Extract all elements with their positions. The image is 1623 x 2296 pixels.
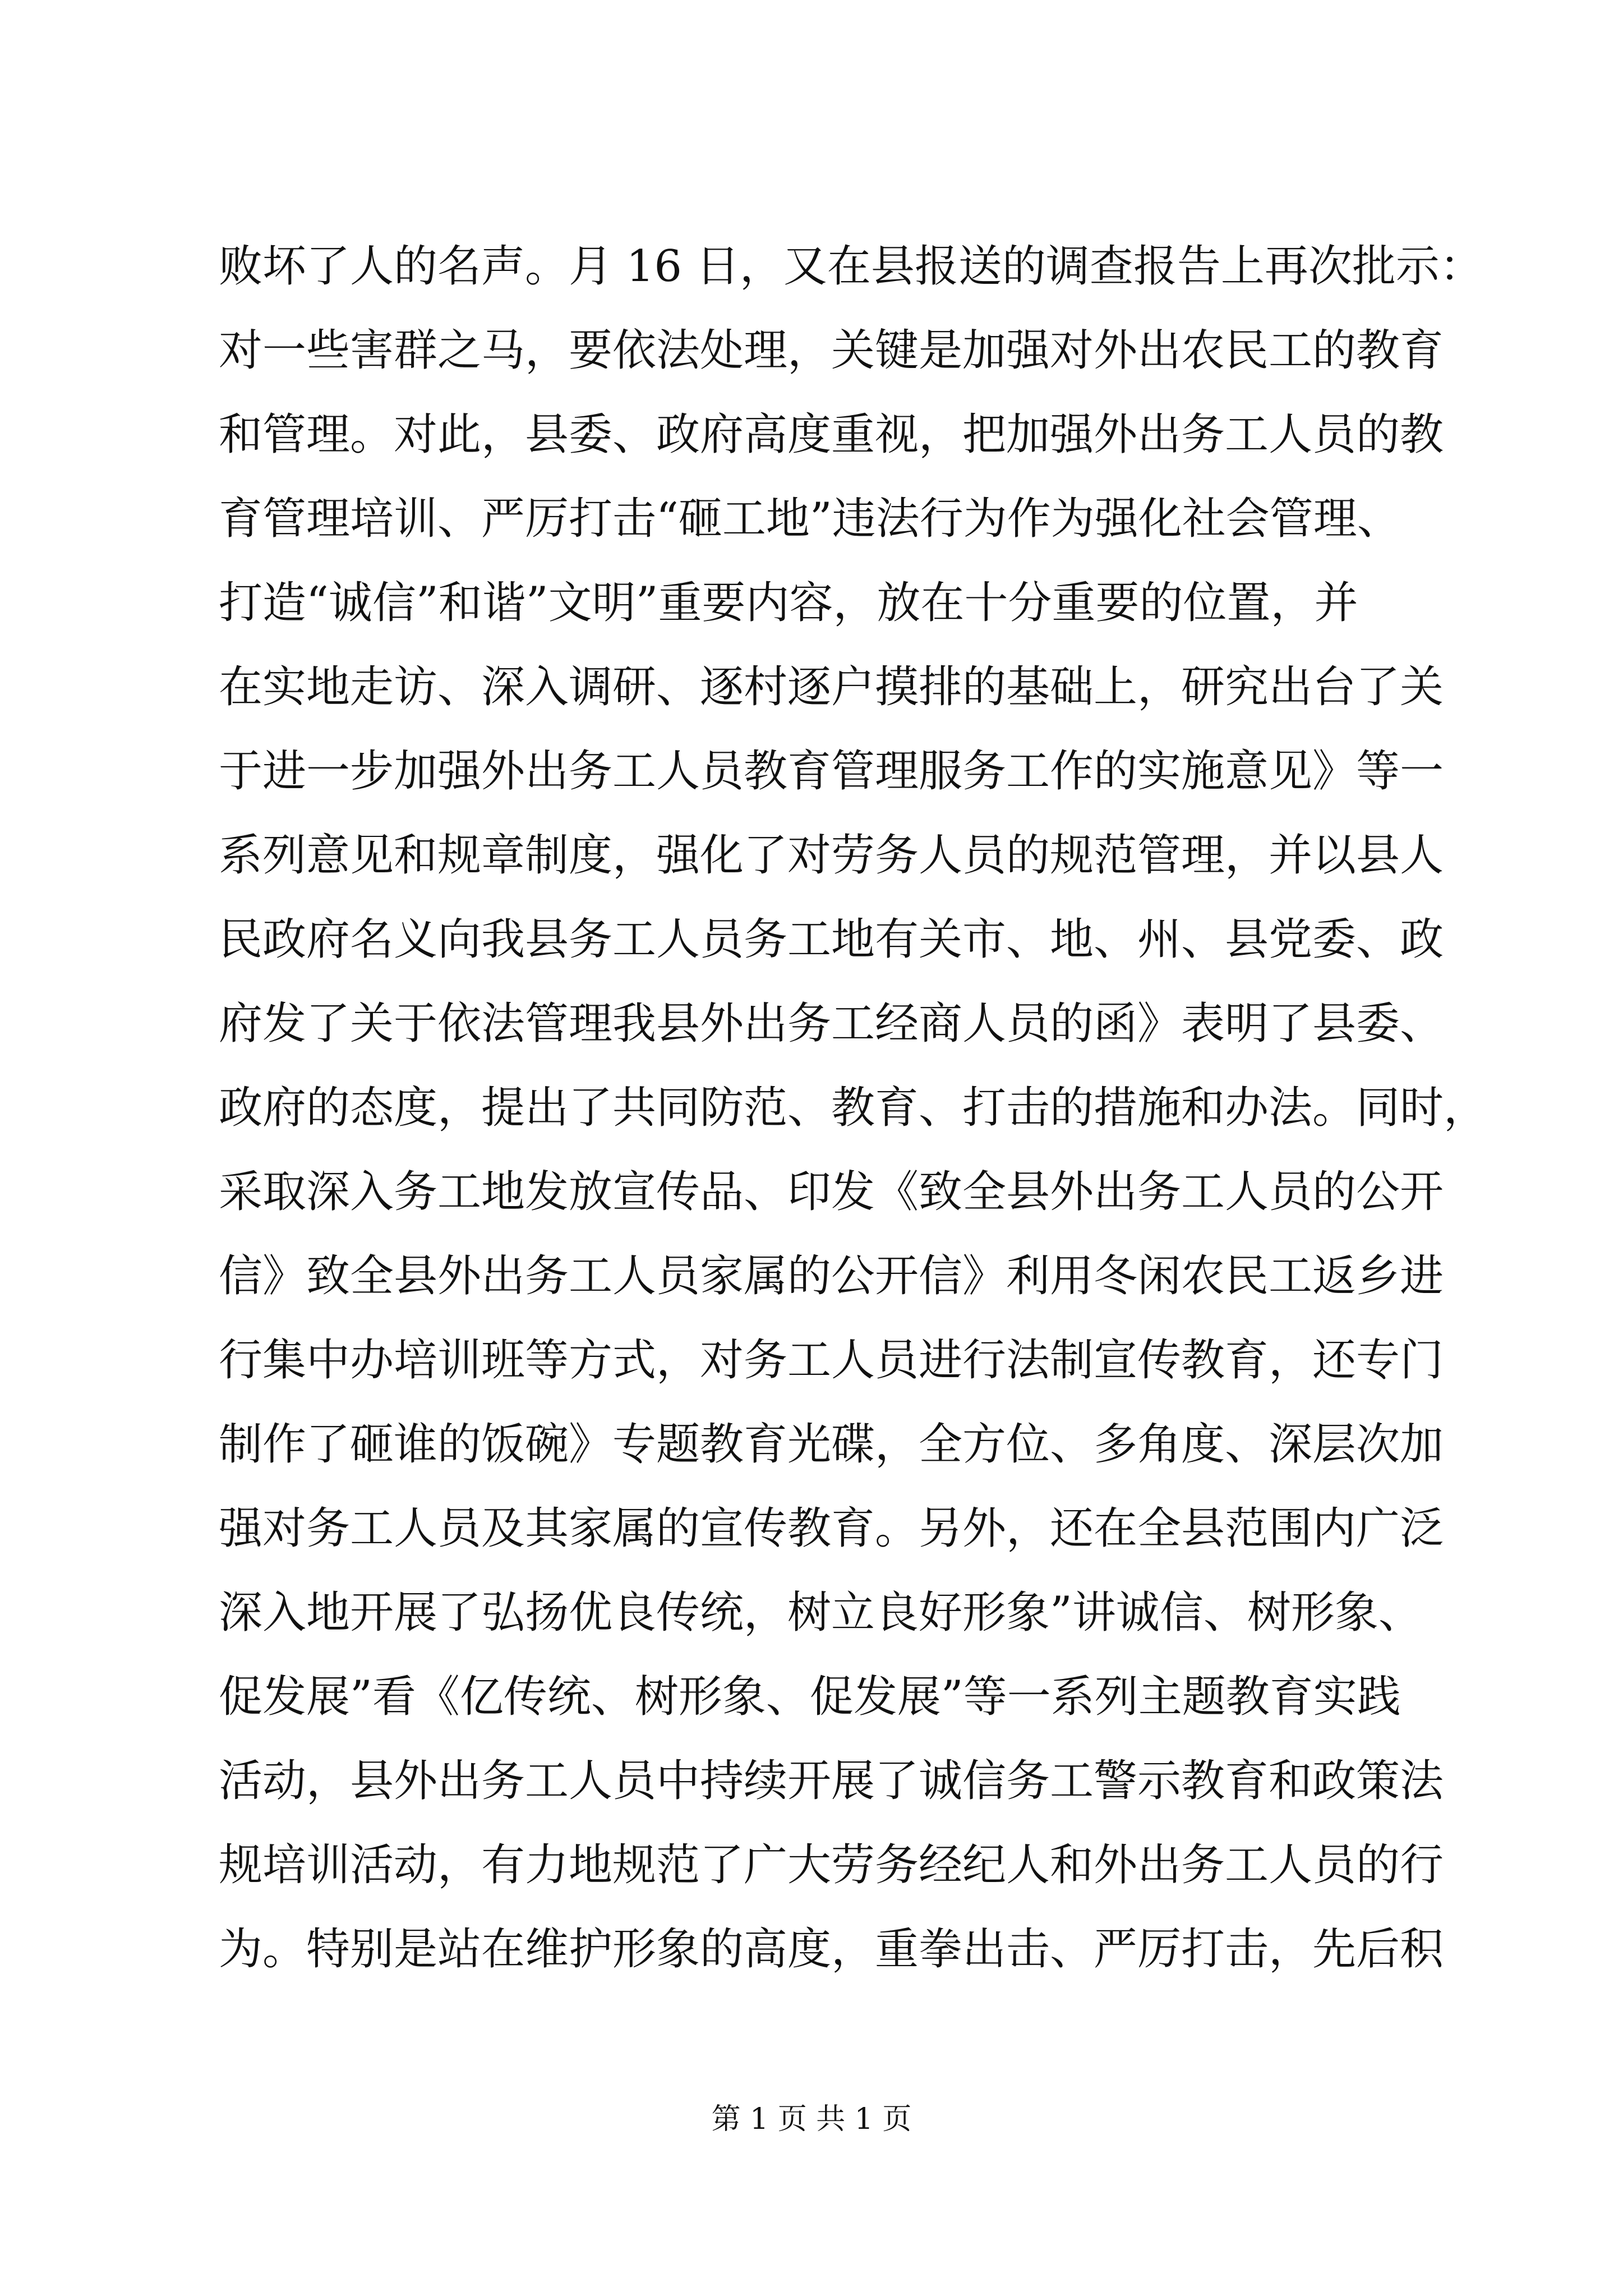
page-footer: 第 1 页 共 1 页 xyxy=(711,2102,912,2136)
text-line: 为。特别是站在维护形象的高度，重拳出击、严厉打击，先后积 xyxy=(219,1924,1444,1975)
text-line: 于进一步加强外出务工人员教育管理服务工作的实施意见》等一 xyxy=(219,746,1444,797)
text-line: 行集中办培训班等方式，对务工人员进行法制宣传教育，还专门 xyxy=(219,1335,1444,1386)
text-line: 系列意见和规章制度，强化了对劳务人员的规范管理，并以县人 xyxy=(219,830,1444,881)
text-line: 败坏了人的名声。月 16 日，又在县报送的调查报告上再次批示： xyxy=(219,241,1483,292)
text-line: 育管理培训、严厉打击“砸工地”违法行为作为强化社会管理、 xyxy=(219,494,1401,544)
text-line: 促发展”看《亿传统、树形象、促发展”等一系列主题教育实践 xyxy=(219,1672,1401,1722)
text-line: 打造“诚信”和谐”文明”重要内容，放在十分重要的位置，并 xyxy=(219,578,1358,628)
text-line: 规培训活动，有力地规范了广大劳务经纪人和外出务工人员的行 xyxy=(219,1840,1444,1890)
text-line: 对一些害群之马，要依法处理，关键是加强对外出农民工的教育 xyxy=(219,325,1444,376)
text-line: 府发了关于依法管理我县外出务工经商人员的函》表明了县委、 xyxy=(219,999,1444,1049)
text-line: 和管理。对此，县委、政府高度重视，把加强外出务工人员的教 xyxy=(219,409,1444,460)
text-line: 强对务工人员及其家属的宣传教育。另外，还在全县范围内广泛 xyxy=(219,1503,1444,1554)
text-line: 深入地开展了弘扬优良传统，树立良好形象”讲诚信、树形象、 xyxy=(219,1588,1422,1638)
text-line: 在实地走访、深入调研、逐村逐户摸排的基础上，研究出台了关 xyxy=(219,662,1444,712)
text-line: 采取深入务工地发放宣传品、印发《致全县外出务工人员的公开 xyxy=(219,1167,1444,1217)
text-line: 政府的态度，提出了共同防范、教育、打击的措施和办法。同时， xyxy=(219,1083,1488,1133)
text-line: 制作了砸谁的饭碗》专题教育光碟，全方位、多角度、深层次加 xyxy=(219,1419,1444,1470)
text-line: 民政府名义向我县务工人员务工地有关市、地、州、县党委、政 xyxy=(219,914,1444,965)
text-line: 活动，县外出务工人员中持续开展了诚信务工警示教育和政策法 xyxy=(219,1756,1444,1806)
text-line: 信》致全县外出务工人员家属的公开信》利用冬闲农民工返乡进 xyxy=(219,1251,1444,1301)
